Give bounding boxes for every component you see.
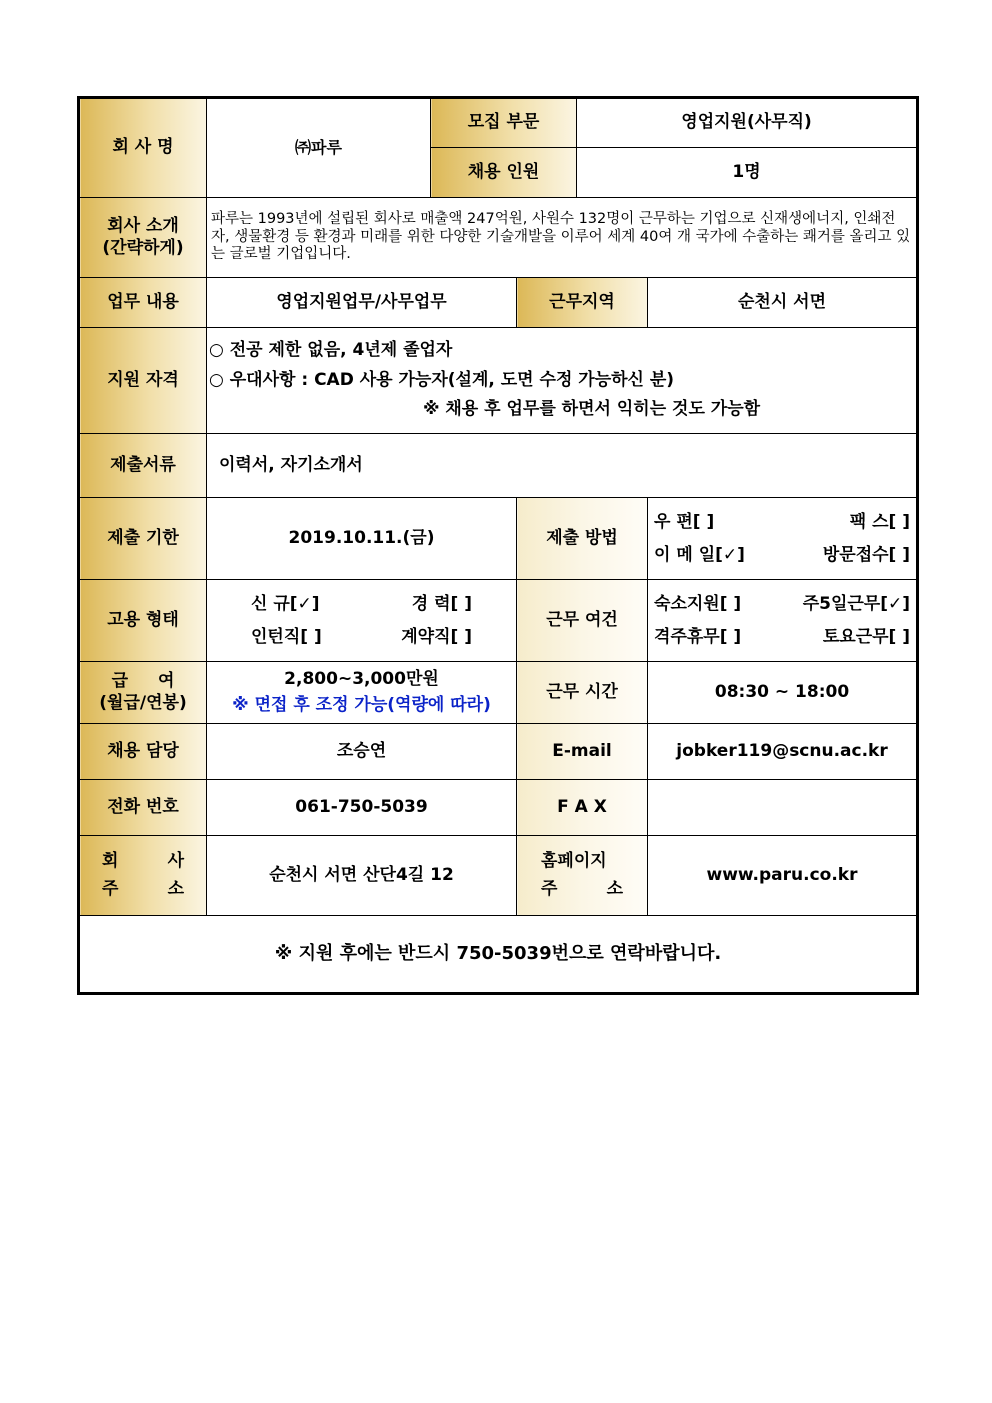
headcount-label: 채용 인원: [431, 148, 577, 198]
condition-option-5day: 주5일근무[✓]: [802, 594, 911, 615]
qualification-content: [207, 328, 918, 434]
documents-label: 제출서류: [79, 434, 207, 498]
hours-label: 근무 시간: [517, 662, 648, 724]
homepage-value[interactable]: www.paru.co.kr: [648, 836, 918, 916]
location-value: 순천시 서면: [648, 278, 918, 328]
condition-option-saturday: 토요근무[ ]: [822, 626, 911, 647]
conditions-label: 근무 여건: [517, 580, 648, 662]
homepage-label-line2: 주 소: [541, 878, 624, 899]
email-label: E-mail: [517, 724, 648, 780]
email-value[interactable]: jobker119@scnu.ac.kr: [648, 724, 918, 780]
address-label: [79, 836, 207, 916]
submit-option-visit: 방문접수[ ]: [822, 544, 911, 565]
company-intro-label: [79, 198, 207, 278]
duty-label: 업무 내용: [79, 278, 207, 328]
homepage-label: [517, 836, 648, 916]
conditions-row-2: [648, 621, 916, 653]
company-name-label: 회 사 명: [79, 98, 207, 198]
company-intro-text: 파루는 1993년에 설립된 회사로 매출액 247억원, 사원수 132명이 근무하는 기업으로 신재생에너지, 인쇄전자, 생물환경 등 환경과 미래를 위한 다양한 기술개발을 이루어 세계 40여 개 국가에 수출하는 쾌거를 올리고 있는 글로벌 기업입니다.: [207, 198, 918, 278]
conditions-options: [648, 580, 918, 662]
employment-type-row-1: [207, 588, 516, 620]
employment-option-experienced: 경 력[ ]: [411, 594, 472, 615]
fax-label: F A X: [517, 780, 648, 836]
qualification-line-2: ○ 우대사항 : CAD 사용 가능자(설계, 도면 수정 가능하신 분): [209, 369, 675, 390]
phone-value: 061-750-5039: [207, 780, 517, 836]
deadline-label: 제출 기한: [79, 498, 207, 580]
company-name-value: ㈜파루: [207, 98, 431, 198]
condition-option-biweekly: 격주휴무[ ]: [654, 626, 742, 647]
manager-label: 채용 담당: [79, 724, 207, 780]
address-value: 순천시 서면 산단4길 12: [207, 836, 517, 916]
salary-value: [207, 662, 517, 724]
condition-option-housing: 숙소지원[ ]: [654, 594, 742, 615]
employment-option-contract: 계약직[ ]: [401, 626, 472, 647]
submit-option-fax: 팩 스[ ]: [849, 512, 911, 533]
location-label: 근무지역: [517, 278, 648, 328]
intro-label-line1: 회사 소개: [107, 216, 179, 237]
headcount-value: 1명: [577, 148, 918, 198]
qualification-label: 지원 자격: [79, 328, 207, 434]
qualification-note: ※ 채용 후 업무를 하면서 익히는 것도 가능함: [422, 399, 761, 420]
submit-method-row-2: [648, 539, 916, 571]
address-label-line1: 회 사: [102, 851, 184, 872]
homepage-label-line1: 홈페이지: [541, 851, 607, 872]
employment-option-intern: 인턴직[ ]: [251, 626, 322, 647]
documents-value: 이력서, 자기소개서: [207, 434, 918, 498]
salary-amount: 2,800~3,000만원: [284, 669, 439, 689]
hours-value: 08:30 ~ 18:00: [648, 662, 918, 724]
salary-label: [79, 662, 207, 724]
employment-type-row-2: [207, 621, 516, 653]
duty-value: 영업지원업무/사무업무: [207, 278, 517, 328]
job-posting-table: [77, 96, 919, 995]
submit-method-label: 제출 방법: [517, 498, 648, 580]
fax-value: [648, 780, 918, 836]
recruit-field-value: 영업지원(사무직): [577, 98, 918, 148]
intro-label-line2: (간략하게): [102, 237, 184, 258]
conditions-row-1: [648, 588, 916, 620]
manager-value: 조승연: [207, 724, 517, 780]
footer-note: ※ 지원 후에는 반드시 750-5039번으로 연락바랍니다.: [79, 916, 918, 994]
submit-option-email: 이 메 일[✓]: [654, 544, 745, 565]
submit-method-options: [648, 498, 918, 580]
employment-type-options: [207, 580, 517, 662]
employment-type-label: 고용 형태: [79, 580, 207, 662]
salary-note: ※ 면접 후 조정 가능(역량에 따라): [232, 694, 491, 715]
submit-option-post: 우 편[ ]: [654, 512, 715, 533]
submit-method-row-1: [648, 506, 916, 538]
salary-label-line1: 급 여: [111, 671, 175, 692]
deadline-value: 2019.10.11.(금): [207, 498, 517, 580]
salary-label-line2: (월급/연봉): [99, 692, 187, 713]
employment-option-new: 신 규[✓]: [251, 594, 320, 615]
phone-label: 전화 번호: [79, 780, 207, 836]
qualification-line-1: ○ 전공 제한 없음, 4년제 졸업자: [209, 339, 453, 360]
recruit-field-label: 모집 부문: [431, 98, 577, 148]
address-label-line2: 주 소: [102, 878, 184, 899]
